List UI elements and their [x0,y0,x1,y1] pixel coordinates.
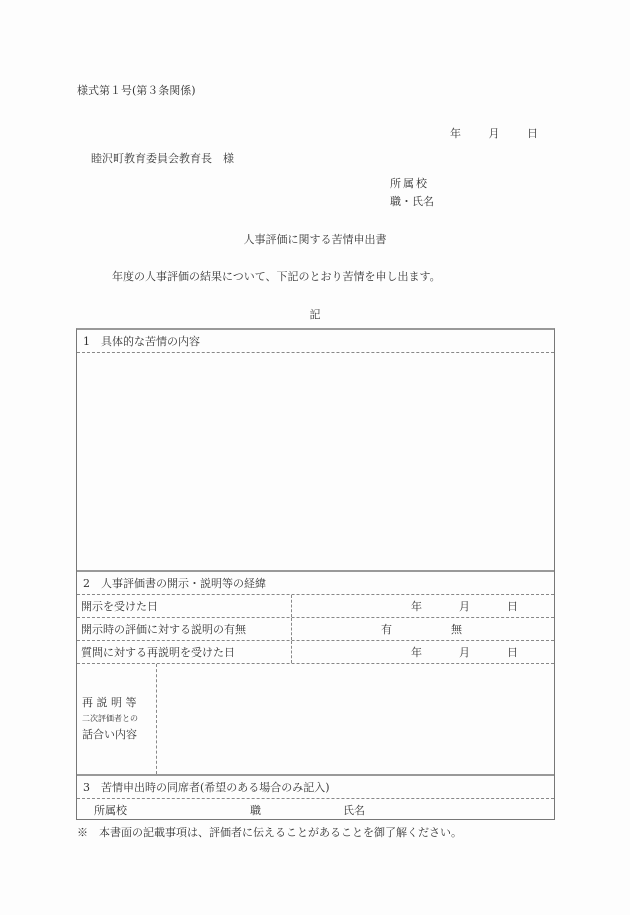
disclosure-date-row [77,595,554,618]
complaint-table [76,328,555,820]
ki-heading: 記 [309,308,321,321]
attendee-name-label: 氏名 [343,803,365,817]
section1-content-area[interactable] [77,353,554,572]
explanation-yes[interactable]: 有 [381,623,392,636]
attendee-school-label: 所属校 [94,803,127,817]
disclosure-month[interactable]: 月 [459,600,470,613]
explanation-row [77,618,554,641]
date-day: 日 [527,127,538,140]
re-explanation-date-row [77,641,554,664]
re-explanation-year[interactable]: 年 [411,646,422,659]
detail-label-line1: 再 説 明 等 [82,696,137,709]
section1-heading-row [77,330,554,353]
date-month: 月 [488,127,500,140]
detail-label-line2: 二次評価者との [82,714,138,723]
explanation-no[interactable]: 無 [451,623,462,636]
disclosure-day[interactable]: 日 [507,600,518,613]
addressee: 睦沢町教育委員会教育長 様 [91,152,234,165]
section3-heading-row [77,776,554,799]
section2-heading-row [77,572,554,595]
re-explanation-date-label: 質問に対する再説明を受けた日 [77,641,292,663]
re-explanation-day[interactable]: 日 [507,646,518,659]
position-name-label: 職・氏名 [390,195,434,208]
date-line [450,125,538,141]
attendee-position-label: 職 [250,803,261,817]
section3-heading: 3 苦情申出時の同席者(希望のある場合のみ記入) [83,781,330,794]
affiliation-label: 所属校 [390,177,429,190]
date-year: 年 [450,127,461,140]
re-explanation-detail-label [77,664,157,774]
intro-text: 年度の人事評価の結果について、下記のとおり苦情を申し出ます。 [112,270,441,283]
disclosure-date-label: 開示を受けた日 [77,595,292,617]
section1-heading: 1 具体的な苦情の内容 [83,335,200,348]
disclosure-year[interactable]: 年 [411,600,422,613]
re-explanation-detail-content[interactable] [152,664,554,774]
attendee-row [77,799,554,820]
form-number: 様式第１号(第３条関係) [77,84,196,97]
explanation-label: 開示時の評価に対する説明の有無 [77,618,292,640]
detail-label-line3: 話合い内容 [82,728,137,741]
footnote: ※ 本書面の記載事項は、評価者に伝えることがあることを御了解ください。 [77,826,462,839]
document-title: 人事評価に関する苦情申出書 [243,233,387,246]
re-explanation-detail-row [77,664,554,776]
re-explanation-month[interactable]: 月 [459,646,470,659]
section2-heading: 2 人事評価書の開示・説明等の経緯 [83,577,266,590]
